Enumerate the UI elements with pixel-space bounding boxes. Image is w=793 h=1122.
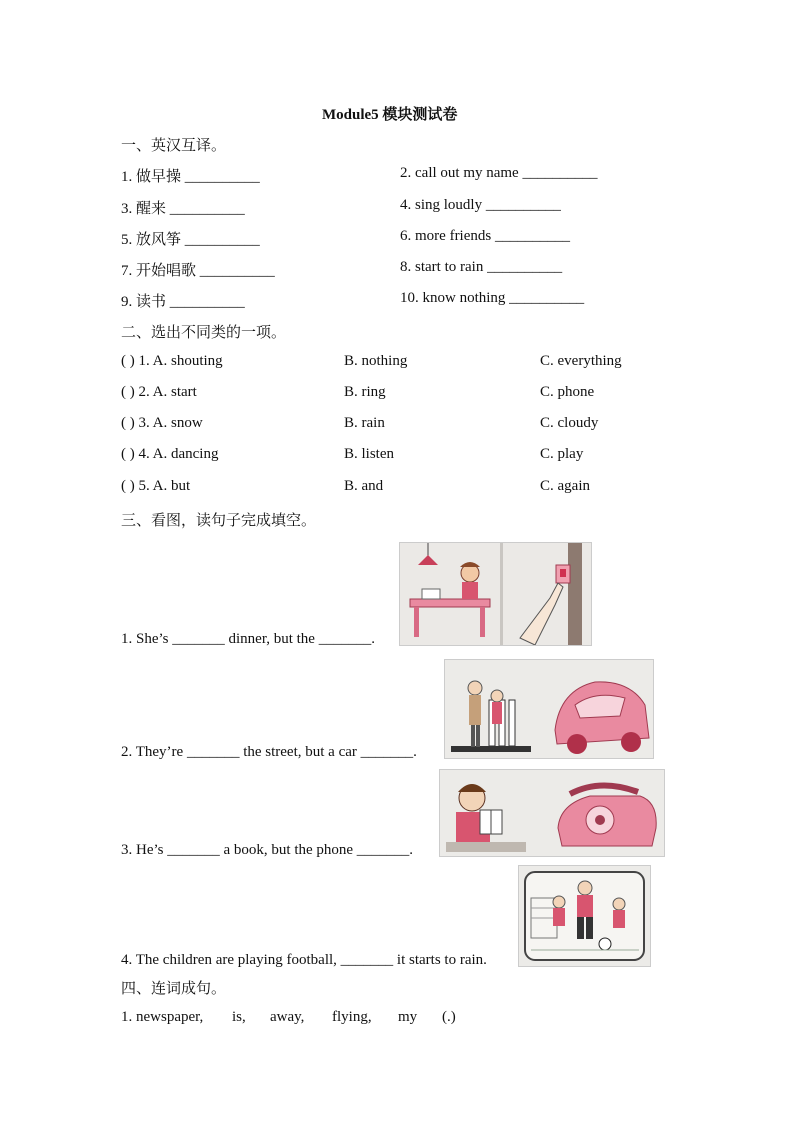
translate-item-9: 9. 读书 __________ xyxy=(121,294,245,310)
translate-item-5: 5. 放风筝 __________ xyxy=(121,232,260,248)
translate-item-6: 6. more friends __________ xyxy=(400,228,570,244)
picture-dinner-light-off xyxy=(399,542,592,646)
word-order-q1-word-5: my xyxy=(398,1009,418,1025)
word-order-q1-word-2: is, xyxy=(232,1009,246,1025)
section1-heading: 一、英汉互译。 xyxy=(121,138,227,154)
choice-4-a: ( ) 4. A. dancing xyxy=(121,446,219,462)
football-illustration xyxy=(519,866,650,966)
word-order-q1-word-4: flying, xyxy=(332,1009,372,1025)
section3-heading: 三、看图，读句子完成填空。 xyxy=(121,513,317,529)
picture-sentence-4: 4. The children are playing football, _______ it starts to rain. xyxy=(121,952,487,968)
choice-5-b: B. and xyxy=(344,478,384,494)
choice-5-a: ( ) 5. A. but xyxy=(121,478,191,494)
picture-crossing-street-car xyxy=(444,659,654,759)
choice-4-b: B. listen xyxy=(344,446,395,462)
choice-3-a: ( ) 3. A. snow xyxy=(121,415,203,431)
picture-sentence-2: 2. They’re _______ the street, but a car _______. xyxy=(121,744,417,760)
choice-4-c: C. play xyxy=(540,446,584,462)
choice-3-c: C. cloudy xyxy=(540,415,599,431)
choice-2-a: ( ) 2. A. start xyxy=(121,384,197,400)
choice-1-c: C. everything xyxy=(540,353,622,369)
translate-item-2: 2. call out my name __________ xyxy=(400,165,598,181)
word-order-q1-word-1: 1. newspaper, xyxy=(121,1009,204,1025)
reading-phone-illustration xyxy=(440,770,664,856)
picture-sentence-3: 3. He’s _______ a book, but the phone _______. xyxy=(121,842,414,858)
choice-1-b: B. nothing xyxy=(344,353,408,369)
dinner-light-illustration xyxy=(400,543,591,645)
picture-reading-phone xyxy=(439,769,665,857)
translate-item-3: 3. 醒来 __________ xyxy=(121,201,245,217)
page-title: Module5 模块测试卷 xyxy=(322,107,458,123)
word-order-q1-word-6: (.) xyxy=(442,1009,456,1025)
translate-item-8: 8. start to rain __________ xyxy=(400,259,563,275)
section4-heading: 四、连词成句。 xyxy=(121,981,227,997)
translate-item-10: 10. know nothing __________ xyxy=(400,290,585,306)
choice-2-c: C. phone xyxy=(540,384,595,400)
translate-item-4: 4. sing loudly __________ xyxy=(400,197,561,213)
picture-sentence-1: 1. She’s _______ dinner, but the _______. xyxy=(121,631,375,647)
choice-5-c: C. again xyxy=(540,478,590,494)
choice-2-b: B. ring xyxy=(344,384,386,400)
picture-playing-football xyxy=(518,865,651,967)
choice-3-b: B. rain xyxy=(344,415,385,431)
translate-item-7: 7. 开始唱歌 __________ xyxy=(121,263,275,279)
crossing-car-illustration xyxy=(445,660,653,758)
choice-1-a: ( ) 1. A. shouting xyxy=(121,353,223,369)
section2-heading: 二、选出不同类的一项。 xyxy=(121,325,287,341)
word-order-q1-word-3: away, xyxy=(270,1009,305,1025)
translate-item-1: 1. 做早操 __________ xyxy=(121,169,260,185)
